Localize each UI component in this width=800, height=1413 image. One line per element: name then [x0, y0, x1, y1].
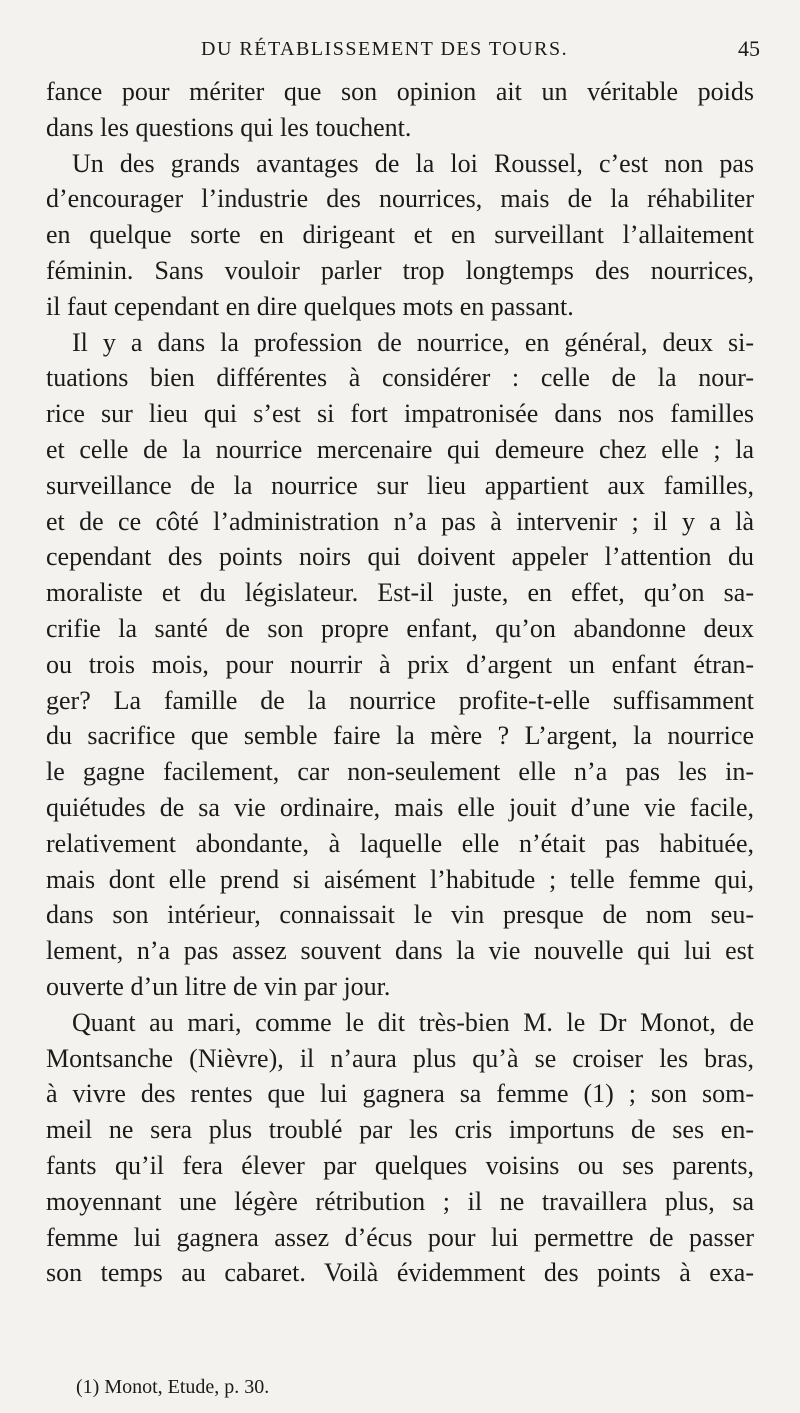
text-line: en quelque sorte en dirigeant et en surveillant l’allaitement	[46, 220, 754, 250]
running-head: DU RÉTABLISSEMENT DES TOURS.	[201, 38, 569, 60]
text-line: mais dont elle prend si aisément l’habitude ; telle femme qui,	[46, 864, 754, 894]
page-header	[46, 30, 760, 70]
text-line: Il y a dans la profession de nourrice, en général, deux si-	[72, 327, 754, 357]
text-line: crifie la santé de son propre enfant, qu’on abandonne deux	[46, 613, 754, 643]
text-line: femme lui gagnera assez d’écus pour lui permettre de passer	[46, 1222, 754, 1252]
text-line: lement, n’a pas assez souvent dans la vie nouvelle qui lui est	[46, 936, 754, 966]
body-text	[46, 74, 754, 1291]
text-line: Quant au mari, comme le dit très-bien M. le Dr Monot, de	[72, 1007, 754, 1037]
text-line: cependant des points noirs qui doivent appeler l’attention du	[46, 542, 754, 572]
text-line: fance pour mériter que son opinion ait un véritable poids	[46, 77, 754, 106]
text-line: ouverte d’un litre de vin par jour.	[46, 971, 391, 1001]
text-line: moyennant une légère rétribution ; il ne travaillera plus, sa	[46, 1186, 754, 1216]
text-line: ou trois mois, pour nourrir à prix d’argent un enfant étran-	[46, 649, 754, 679]
text-line: le gagne facilement, car non-seulement elle n’a pas les in-	[46, 757, 754, 787]
text-line: Montsanche (Nièvre), il n’aura plus qu’à se croiser les bras,	[46, 1043, 754, 1073]
text-line: fants qu’il fera élever par quelques voisins ou ses parents,	[46, 1150, 754, 1180]
text-line: surveillance de la nourrice sur lieu appartient aux familles,	[46, 470, 754, 500]
text-line: son temps au cabaret. Voilà évidemment des points à exa-	[46, 1258, 754, 1288]
text-line: à vivre des rentes que lui gagnera sa femme (1) ; son som-	[46, 1079, 754, 1109]
text-line: moraliste et du législateur. Est-il juste, en effet, qu’on sa-	[46, 578, 754, 608]
text-line: dans les questions qui les touchent.	[46, 112, 412, 142]
page-number: 45	[738, 36, 760, 61]
text-line: féminin. Sans vouloir parler trop longtemps des nourrices,	[46, 255, 754, 285]
text-line: d’encourager l’industrie des nourrices, mais de la réhabiliter	[46, 184, 754, 214]
footnote: (1) Monot, Etude, p. 30.	[76, 1376, 270, 1398]
text-line: dans son intérieur, connaissait le vin presque de nom seu-	[46, 900, 754, 930]
text-line: tuations bien différentes à considérer : celle de la nour-	[46, 363, 754, 393]
text-line: relativement abondante, à laquelle elle n’était pas habituée,	[46, 828, 754, 858]
text-line: et de ce côté l’administration n’a pas à intervenir ; il y a là	[46, 506, 754, 536]
text-line: Un des grands avantages de la loi Roussel, c’est non pas	[72, 148, 754, 178]
text-line: du sacrifice que semble faire la mère ? L’argent, la nourrice	[46, 721, 754, 751]
text-line: quiétudes de sa vie ordinaire, mais elle jouit d’une vie facile,	[46, 792, 754, 822]
text-line: et celle de la nourrice mercenaire qui demeure chez elle ; la	[46, 434, 754, 464]
text-line: il faut cependant en dire quelques mots en passant.	[46, 291, 574, 321]
text-line: ger? La famille de la nourrice profite-t-elle suffisamment	[46, 685, 754, 715]
text-line: meil ne sera plus troublé par les cris importuns de ses en-	[46, 1115, 754, 1145]
text-line: rice sur lieu qui s’est si fort impatronisée dans nos familles	[46, 399, 754, 429]
